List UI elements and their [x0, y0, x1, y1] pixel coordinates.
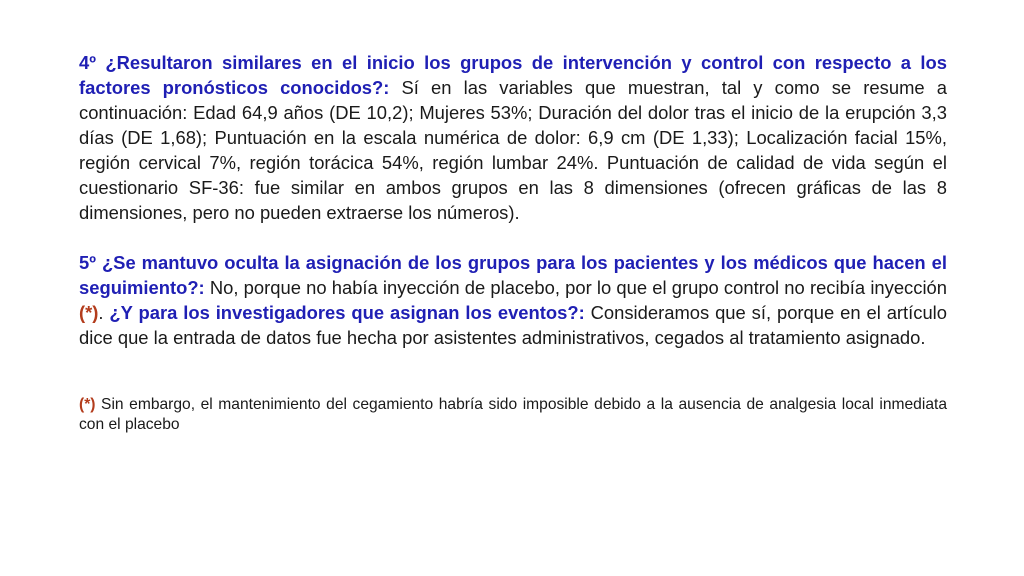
question-5-answer-b: Consideramos que sí, porque en el artículo dice que la entrada de datos fue hecha por asistentes administrativos, cegados al tratamiento asignado.	[79, 302, 948, 348]
slide-content	[79, 50, 947, 435]
question-4-answer: Sí en las variables que muestran, tal y como se resume a continuación: Edad 64,9 años (DE 10,2); Mujeres 53%; Duración del dolor tras el inicio de la erupción 3,3 días (DE 1,68); Puntuación en la escala numérica de dolor: 6,9 cm (DE 1,33); Localización facial 15%, región cervical 7%, región torácica 54%, región lumbar 24%. Puntuación de calidad de vida según el cuestionario SF-36: fue similar en ambos grupos en las 8 dimensiones (ofrecen gráficas de las 8 dimensiones, pero no pueden extraerse los números).	[79, 77, 947, 223]
sentence-separator: .	[98, 302, 110, 323]
footnote-reference-marker: (*)	[79, 302, 99, 323]
question-4-heading: 4º ¿Resultaron similares en el inicio los grupos de intervención y control con respecto a los factores pronósticos conocidos?:	[79, 52, 947, 98]
question-4-paragraph	[79, 50, 947, 225]
question-5-answer-a: No, porque no había inyección de placebo, por lo que el grupo control no recibía inyección	[204, 277, 947, 298]
footnote-paragraph	[79, 395, 947, 435]
question-5-heading: 5º ¿Se mantuvo oculta la asignación de los grupos para los pacientes y los médicos que hacen el seguimiento?:	[79, 252, 947, 298]
footnote-marker: (*)	[79, 396, 96, 413]
question-5b-heading: ¿Y para los investigadores que asignan los eventos?:	[109, 302, 585, 323]
paragraph-spacer	[79, 350, 947, 395]
footnote-text: Sin embargo, el mantenimiento del cegamiento habría sido imposible debido a la ausencia de analgesia local inmediata con el placebo	[79, 396, 947, 433]
question-5-paragraph	[79, 250, 947, 350]
paragraph-spacer	[79, 225, 947, 250]
